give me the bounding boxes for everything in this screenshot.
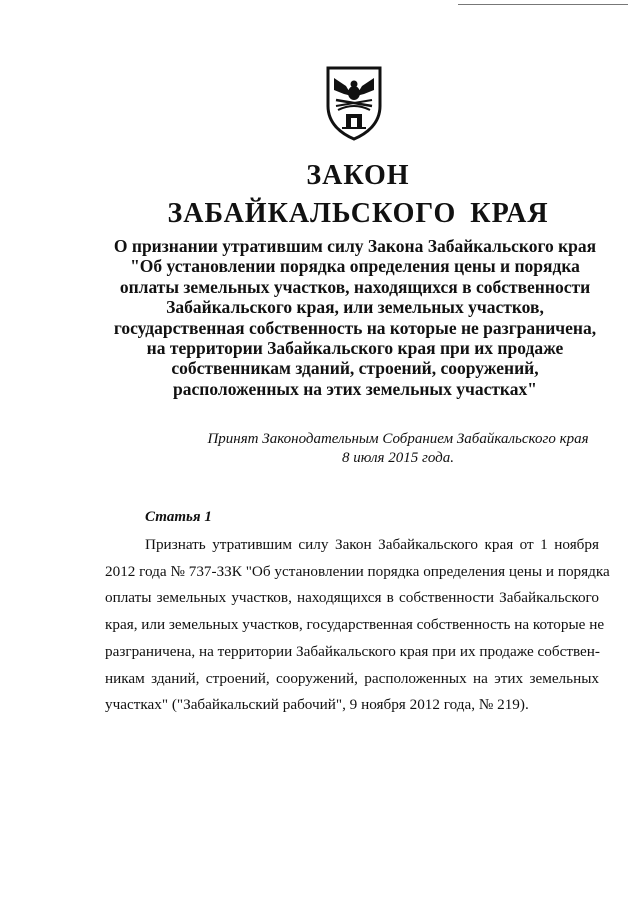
adoption-date: 8 июля 2015 года.: [342, 450, 454, 466]
law-title-word: ЗАКОН: [306, 160, 410, 191]
subject-line: "Об установлении порядка определения цены и порядка: [130, 256, 580, 277]
law-region: ЗАБАЙКАЛЬСКОГО КРАЯ: [167, 198, 549, 229]
subject-line: государственная собственность на которые не разграничена,: [113, 317, 597, 338]
article-line: никам зданий, строений, сооружений, расположенных на этих земельных: [105, 669, 599, 687]
subject-line: на территории Забайкальского края при их продаже: [146, 338, 564, 359]
article-line: разграничена, на территории Забайкальского края при их продаже собствен-: [105, 642, 600, 660]
article-line: края, или земельных участков, государственная собственность на которые не: [105, 616, 605, 634]
adoption-line: Принят Законодательным Собранием Забайкальского края: [207, 431, 589, 447]
article-line: Признать утратившим силу Закон Забайкальского края от 1 ноября: [145, 536, 599, 553]
article-body: [105, 532, 610, 719]
subject-line: собственникам зданий, строений, сооружений,: [171, 358, 539, 379]
subject-line: О признании утратившим силу Закона Забайкальского края: [113, 236, 597, 256]
article-line: оплаты земельных участков, находящихся в собственности Забайкальского: [105, 589, 599, 607]
subject-line: оплаты земельных участков, находящихся в собственности: [119, 276, 591, 297]
subject-line: расположенных на этих земельных участках": [173, 378, 537, 399]
adoption-note: [118, 430, 640, 468]
subject-line: Забайкальского края, или земельных участков,: [166, 297, 544, 318]
article-heading: Статья 1: [145, 509, 212, 525]
article-line: участках" ("Забайкальский рабочий", 9 ноября 2012 года, № 219).: [105, 696, 529, 714]
article-line: 2012 года № 737-ЗЗК "Об установлении порядка определения цены и порядка: [105, 562, 610, 580]
law-title: [0, 158, 640, 232]
top-rule: [458, 4, 628, 5]
coat-of-arms-icon: [322, 62, 386, 142]
law-subject: [80, 236, 630, 399]
